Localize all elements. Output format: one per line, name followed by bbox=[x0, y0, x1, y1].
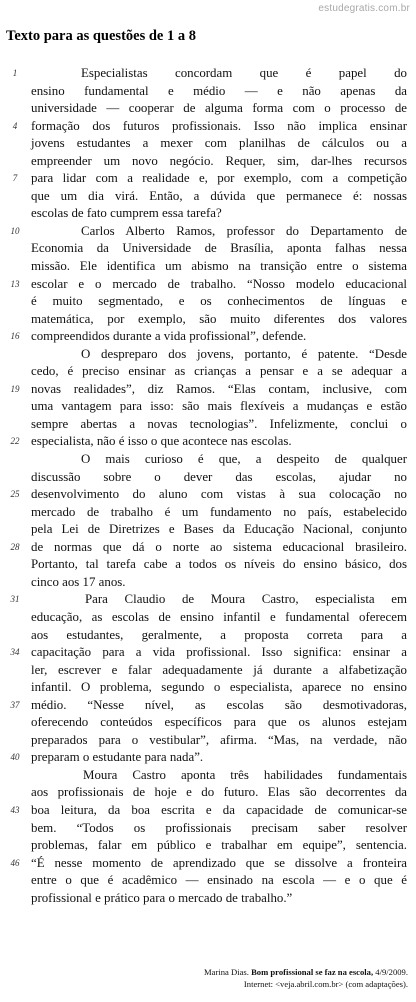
text-line bbox=[0, 872, 416, 890]
text-line bbox=[0, 714, 416, 732]
line-text: Carlos Alberto Ramos, professor do Departamento de bbox=[81, 223, 407, 238]
line-number: 22 bbox=[10, 436, 20, 447]
line-text: boa leitura, da boa escrita e da capacidade de comunicar-se bbox=[31, 802, 407, 817]
line-text: mercado de trabalho é um fundamento no país, estabelecido bbox=[31, 504, 407, 519]
line-text: educação, as escolas de ensino infantil e fundamental oferecem bbox=[31, 609, 407, 624]
text-line bbox=[0, 486, 416, 504]
text-line bbox=[0, 591, 416, 609]
line-text: Para Claudio de Moura Castro, especialista em bbox=[85, 592, 407, 607]
line-text: profissional e prático para o mercado de trabalho.” bbox=[31, 890, 293, 905]
text-line bbox=[0, 83, 416, 101]
line-text: ensino fundamental e médio — e não apenas da bbox=[31, 83, 407, 98]
line-text: O despreparo dos jovens, portanto, é patente. “Desde bbox=[81, 346, 407, 361]
text-line bbox=[0, 574, 416, 592]
text-line bbox=[0, 837, 416, 855]
line-text: matemática, por exemplo, são muito diferentes dos valores bbox=[31, 311, 407, 326]
line-text: capacitação para a vida profissional. Isso significa: ensinar a bbox=[31, 645, 407, 660]
line-number: 43 bbox=[10, 804, 20, 815]
line-text: médio. “Nesse nível, as escolas são desmotivadoras, bbox=[31, 697, 407, 712]
text-line bbox=[0, 627, 416, 645]
text-line bbox=[0, 609, 416, 627]
line-text: missão. Ele identifica um abismo na transição entre o sistema bbox=[31, 259, 407, 274]
line-text: Economia da Universidade de Brasília, aponta falhas nessa bbox=[31, 241, 407, 256]
line-text: Portanto, tal tarefa cabe a todos os níveis do ensino básico, dos bbox=[31, 557, 407, 572]
text-line bbox=[0, 644, 416, 662]
text-line bbox=[0, 784, 416, 802]
text-line bbox=[0, 258, 416, 276]
line-number: 28 bbox=[10, 541, 20, 552]
text-line bbox=[0, 381, 416, 399]
line-text: “É nesse momento de aprendizado que se dissolve a fronteira bbox=[31, 855, 407, 870]
text-line bbox=[0, 732, 416, 750]
line-text: sempre abertas a novas tecnologias”. Infelizmente, conclui o bbox=[31, 416, 407, 431]
passage-text bbox=[0, 65, 416, 907]
line-text: O mais curioso é que, a despeito de qualquer bbox=[81, 452, 407, 467]
watermark: estudegratis.com.br bbox=[318, 3, 410, 14]
text-line bbox=[0, 100, 416, 118]
text-line bbox=[0, 311, 416, 329]
line-number: 19 bbox=[10, 383, 20, 394]
line-text: novas realidades”, diz Ramos. “Elas contam, inclusive, com bbox=[31, 381, 407, 396]
line-text: infantil. O problema, segundo o especialista, aparece no ensino bbox=[31, 680, 407, 695]
text-line bbox=[0, 328, 416, 346]
source-author: Marina Dias. bbox=[204, 967, 249, 977]
line-number: 7 bbox=[12, 173, 18, 184]
line-number: 40 bbox=[10, 752, 20, 763]
text-line bbox=[0, 433, 416, 451]
text-line bbox=[0, 398, 416, 416]
text-line bbox=[0, 521, 416, 539]
text-line bbox=[0, 135, 416, 153]
line-text: ler, escrever e falar adequadamente já durante a alfabetização bbox=[31, 662, 407, 677]
line-number: 10 bbox=[10, 225, 20, 236]
source-title: Bom profissional se faz na escola, bbox=[251, 967, 374, 977]
source-date: 4/9/2009. bbox=[375, 967, 408, 977]
line-text: cinco aos 17 anos. bbox=[31, 574, 126, 589]
line-text: que um dia virá. Então, a dúvida que permanece é: nossas bbox=[31, 188, 407, 203]
line-text: aos profissionais de hoje e do futuro. Elas são decorrentes da bbox=[31, 785, 407, 800]
line-text: escolas de fato cumprem essa tarefa? bbox=[31, 206, 222, 221]
text-line bbox=[0, 276, 416, 294]
text-line bbox=[0, 118, 416, 136]
line-text: cedo, é preciso ensinar as crianças a pensar e a se adequar a bbox=[31, 364, 407, 379]
line-text: Especialistas concordam que é papel do bbox=[81, 66, 407, 80]
line-text: discussão sobre o dever das escolas, ajudar no bbox=[31, 469, 407, 484]
text-line bbox=[0, 556, 416, 574]
text-line bbox=[0, 504, 416, 522]
line-text: pela Lei de Diretrizes e Bases da Educação Nacional, conjunto bbox=[31, 522, 407, 537]
text-line bbox=[0, 153, 416, 171]
line-text: de normas que dá o norte ao sistema educacional brasileiro. bbox=[31, 539, 407, 554]
text-line bbox=[0, 890, 416, 908]
text-line bbox=[0, 240, 416, 258]
line-number: 34 bbox=[10, 647, 20, 658]
text-line bbox=[0, 469, 416, 487]
text-line bbox=[0, 820, 416, 838]
source-citation bbox=[204, 967, 408, 990]
text-line bbox=[0, 451, 416, 469]
line-text: bem. “Todos os profissionais precisam saber resolver bbox=[31, 820, 407, 835]
line-text: entre o que é acadêmico — ensinado na escola — e o que é bbox=[31, 873, 407, 888]
text-line bbox=[0, 767, 416, 785]
text-line bbox=[0, 223, 416, 241]
text-line bbox=[0, 170, 416, 188]
line-text: oferecendo conteúdos específicos para que os alunos estejam bbox=[31, 715, 407, 730]
line-text: jovens estudantes a mexer com planilhas de cálculos ou a bbox=[31, 136, 407, 151]
line-text: é muito segmentado, e os conhecimentos de línguas e bbox=[31, 294, 407, 309]
text-line bbox=[0, 293, 416, 311]
line-text: universidade — cooperar de alguma forma com o processo de bbox=[31, 101, 407, 116]
line-text: aos estudantes, geralmente, a proposta correta para a bbox=[31, 627, 407, 642]
line-number: 25 bbox=[10, 489, 20, 500]
line-number: 4 bbox=[12, 120, 18, 131]
text-line bbox=[0, 802, 416, 820]
text-line bbox=[0, 697, 416, 715]
text-line bbox=[0, 188, 416, 206]
text-line bbox=[0, 65, 416, 83]
text-line bbox=[0, 679, 416, 697]
line-text: preparados para o vestibular”, afirma. “Mas, na verdade, não bbox=[31, 732, 407, 747]
text-line bbox=[0, 539, 416, 557]
line-text: escolar e o mercado de trabalho. “Nosso modelo educacional bbox=[31, 276, 407, 291]
source-internet: Internet: <veja.abril.com.br> (com adaptações). bbox=[243, 978, 408, 989]
line-text: formação dos futuros profissionais. Isso não implica ensinar bbox=[31, 118, 407, 133]
line-text: empreender um novo negócio. Requer, sim, dar-lhes recursos bbox=[31, 153, 407, 168]
line-number: 37 bbox=[10, 699, 20, 710]
line-text: uma vantagem para isso: são mais flexíveis a mudanças e estão bbox=[31, 399, 407, 414]
source-line bbox=[204, 967, 408, 979]
line-text: preparam o estudante para nada”. bbox=[31, 750, 204, 765]
line-text: problemas, falar em público e trabalhar em equipe”, sentencia. bbox=[31, 838, 407, 853]
text-line bbox=[0, 855, 416, 873]
line-text: desenvolvimento do aluno com vistas à sua colocação no bbox=[31, 487, 407, 502]
line-number: 31 bbox=[10, 594, 20, 605]
line-number: 16 bbox=[10, 331, 20, 342]
line-text: para lidar com a realidade e, por exemplo, com a competição bbox=[31, 171, 407, 186]
text-line bbox=[0, 749, 416, 767]
line-number: 46 bbox=[10, 857, 20, 868]
text-line bbox=[0, 416, 416, 434]
line-number: 13 bbox=[10, 278, 20, 289]
text-line bbox=[0, 205, 416, 223]
page-heading: Texto para as questões de 1 a 8 bbox=[6, 28, 196, 44]
text-line bbox=[0, 346, 416, 364]
line-text: Moura Castro aponta três habilidades fundamentais bbox=[83, 767, 407, 782]
line-text: compreendidos durante a vida profissional”, defende. bbox=[31, 329, 307, 344]
line-number: 1 bbox=[12, 68, 18, 78]
line-text: especialista, não é isso o que acontece nas escolas. bbox=[31, 434, 292, 449]
text-line bbox=[0, 662, 416, 680]
text-line bbox=[0, 363, 416, 381]
